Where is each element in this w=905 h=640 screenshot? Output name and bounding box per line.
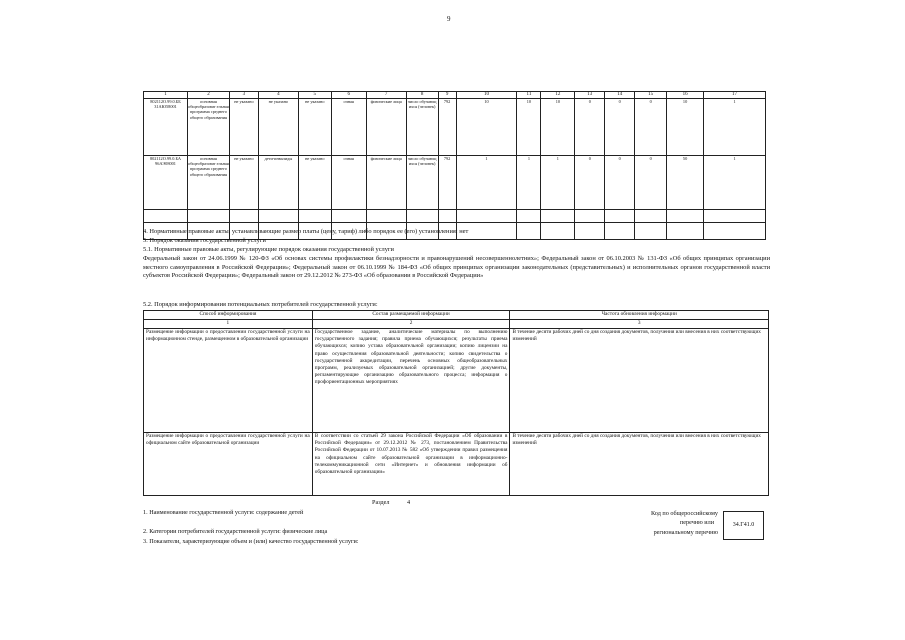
- column-number: 13: [575, 92, 605, 99]
- table-header-row: [144, 311, 769, 320]
- paragraph-legal-acts-heading: 5.1. Нормативные правовые акты, регулирующие порядок оказания государственной услуги: [143, 246, 394, 253]
- column-number: 3: [229, 92, 258, 99]
- column-header: Состав размещаемой информации: [312, 311, 510, 320]
- column-number: 16: [667, 92, 704, 99]
- page-number: 9: [447, 15, 451, 23]
- column-number: 14: [605, 92, 635, 99]
- column-number: 12: [541, 92, 575, 99]
- table-cell: очная: [331, 156, 366, 210]
- table-cell: физические лица: [366, 156, 406, 210]
- table-row: [144, 99, 766, 156]
- table-cell: 1: [704, 99, 766, 156]
- table-row-empty: [144, 210, 766, 223]
- informing-table: [143, 310, 769, 496]
- table-cell: 1: [541, 156, 575, 210]
- table-cell: В течение десяти рабочих дней со дня создания документов, получения или внесения в них соответствующих изменений: [510, 433, 769, 496]
- table-cell: основная общеобразоват ельная программа среднего общего образования: [187, 99, 229, 156]
- paragraph-laws-list: Федеральный закон от 24.06.1999 № 120-ФЗ «Об основах системы профилактики безнадзорности и правонарушений несовершеннолетних»; Федеральный закон от 06.10.2003 № 131-ФЗ «Об общих принципах организации местного самоуправления в Российской Федерации»; Федеральный закон от 06.10.1999 № 184-ФЗ «Об общих принципах организации законодательных (представительных) и исполнительных органов государственной власти субъектов Российской Федерации»; Федеральный закон от 29.12.2012 № 273-ФЗ «Об образовании в Российской Федерации»: [143, 255, 770, 280]
- consumer-category: 2. Категории потребителей государственной услуги: физические лица: [143, 528, 328, 535]
- column-number: 11: [517, 92, 541, 99]
- table-cell: 792: [438, 156, 456, 210]
- column-header: Частота обновления информации: [510, 311, 769, 320]
- column-number: 7: [366, 92, 406, 99]
- table-cell: 10: [667, 99, 704, 156]
- table-cell: 802112О.99.0.БА 96АЭ08001: [144, 156, 188, 210]
- table-cell: дети-инвалиды: [258, 156, 298, 210]
- service-volume-table: [143, 91, 766, 240]
- table-cell: 0: [575, 99, 605, 156]
- code-label-line1: Код по общероссийскому: [650, 510, 718, 517]
- table-cell: 1: [517, 156, 541, 210]
- table-cell: 802112О.99.0.ББ 31АЮ58001: [144, 99, 188, 156]
- column-number: 1: [144, 320, 313, 329]
- paragraph-service-procedure: 5. Порядок оказания государственной услуги: [143, 237, 266, 244]
- table-cell: 0: [605, 156, 635, 210]
- table-row: [144, 156, 766, 210]
- table-cell: Государственное задание, аналитические материалы по выполнению государственного задания; правила приема обучающихся; результаты приема обучающихся; копию устава образовательной организации; копию лицензии на право осуществления образовательной деятельности; копию свидетельства о государственной аккредитации, перечень основных общеобразовательных программ, реализуемых образовательной организацией; другие документы, регламентирующие организацию образовательного процесса; информация о профориентационных мероприятиях: [312, 329, 510, 433]
- table-cell: Размещение информации о предоставлении государственной услуги на официальном сайте образовательной организации: [144, 433, 313, 496]
- table-cell: число обучающ ихся (человек): [406, 99, 438, 156]
- table-cell: 1: [456, 156, 517, 210]
- code-label-line3: региональному перечню: [653, 529, 718, 536]
- paragraph-fee-acts: 4. Нормативные правовые акты, устанавливающие размер платы (цену, тариф) либо порядок ее (его) установления: нет: [143, 228, 469, 235]
- table-row: [144, 433, 769, 496]
- table-cell: 0: [635, 156, 667, 210]
- table-cell: основная общеобразоват ельная программа среднего общего образования: [187, 156, 229, 210]
- column-number: 1: [144, 92, 188, 99]
- table-cell: 0: [605, 99, 635, 156]
- table-row: [144, 329, 769, 433]
- column-number: 4: [258, 92, 298, 99]
- table-cell: 0: [575, 156, 605, 210]
- table-cell: 1: [704, 156, 766, 210]
- paragraph-informing-heading: 5.2. Порядок информирования потенциальных потребителей государственной услуги:: [143, 301, 378, 308]
- column-number: 8: [406, 92, 438, 99]
- indicators-heading: 3. Показатели, характеризующие объем и (или) качество государственной услуги:: [143, 538, 359, 545]
- code-label-line2: перечню или: [679, 519, 714, 526]
- section-label: Раздел: [372, 499, 390, 506]
- column-number: 3: [510, 320, 769, 329]
- table-cell: не указано: [298, 156, 331, 210]
- table-cell: физические лица: [366, 99, 406, 156]
- table-cell: не указано: [229, 99, 258, 156]
- table-number-row: [144, 320, 769, 329]
- table-cell: не указано: [229, 156, 258, 210]
- section-number: 4: [407, 499, 411, 506]
- service-code-box: 34.Г41.0: [723, 511, 764, 540]
- table-cell: 0: [635, 99, 667, 156]
- table-cell: не указано: [258, 99, 298, 156]
- column-number: 2: [187, 92, 229, 99]
- table-cell: В течение десяти рабочих дней со дня создания документов, получения или внесения в них соответствующих изменений: [510, 329, 769, 433]
- table-cell: 10: [456, 99, 517, 156]
- column-number: 10: [456, 92, 517, 99]
- column-number: 2: [312, 320, 510, 329]
- table-cell: 10: [517, 99, 541, 156]
- table-cell: очная: [331, 99, 366, 156]
- table-cell: Размещение информации о предоставлении государственной услуги на информационном стенде, размещенном в образовательной организации: [144, 329, 313, 433]
- table-cell: 50: [667, 156, 704, 210]
- table-cell: не указано: [298, 99, 331, 156]
- table-cell: В соответствии со статьей 29 закона Российской Федерации «Об образовании в Российской Федерации» от 29.12.2012 № 273, постановлением Правительства Российской Федерации от 10.07.2013 № 582 «Об утверждении правил размещения на официальном сайте образовательной организации в информационно-телекоммуникационной сети «Интернет» и обновления информации об образовательной организации»: [312, 433, 510, 496]
- service-name: 1. Наименование государственной услуги: содержание детей: [143, 509, 304, 516]
- column-number: 5: [298, 92, 331, 99]
- column-header: Способ информирования: [144, 311, 313, 320]
- column-number: 6: [331, 92, 366, 99]
- table-header-row: [144, 92, 766, 99]
- column-number: 17: [704, 92, 766, 99]
- table-cell: 10: [541, 99, 575, 156]
- column-number: 15: [635, 92, 667, 99]
- column-number: 9: [438, 92, 456, 99]
- table-cell: 792: [438, 99, 456, 156]
- table-cell: число обучающ ихся (человек): [406, 156, 438, 210]
